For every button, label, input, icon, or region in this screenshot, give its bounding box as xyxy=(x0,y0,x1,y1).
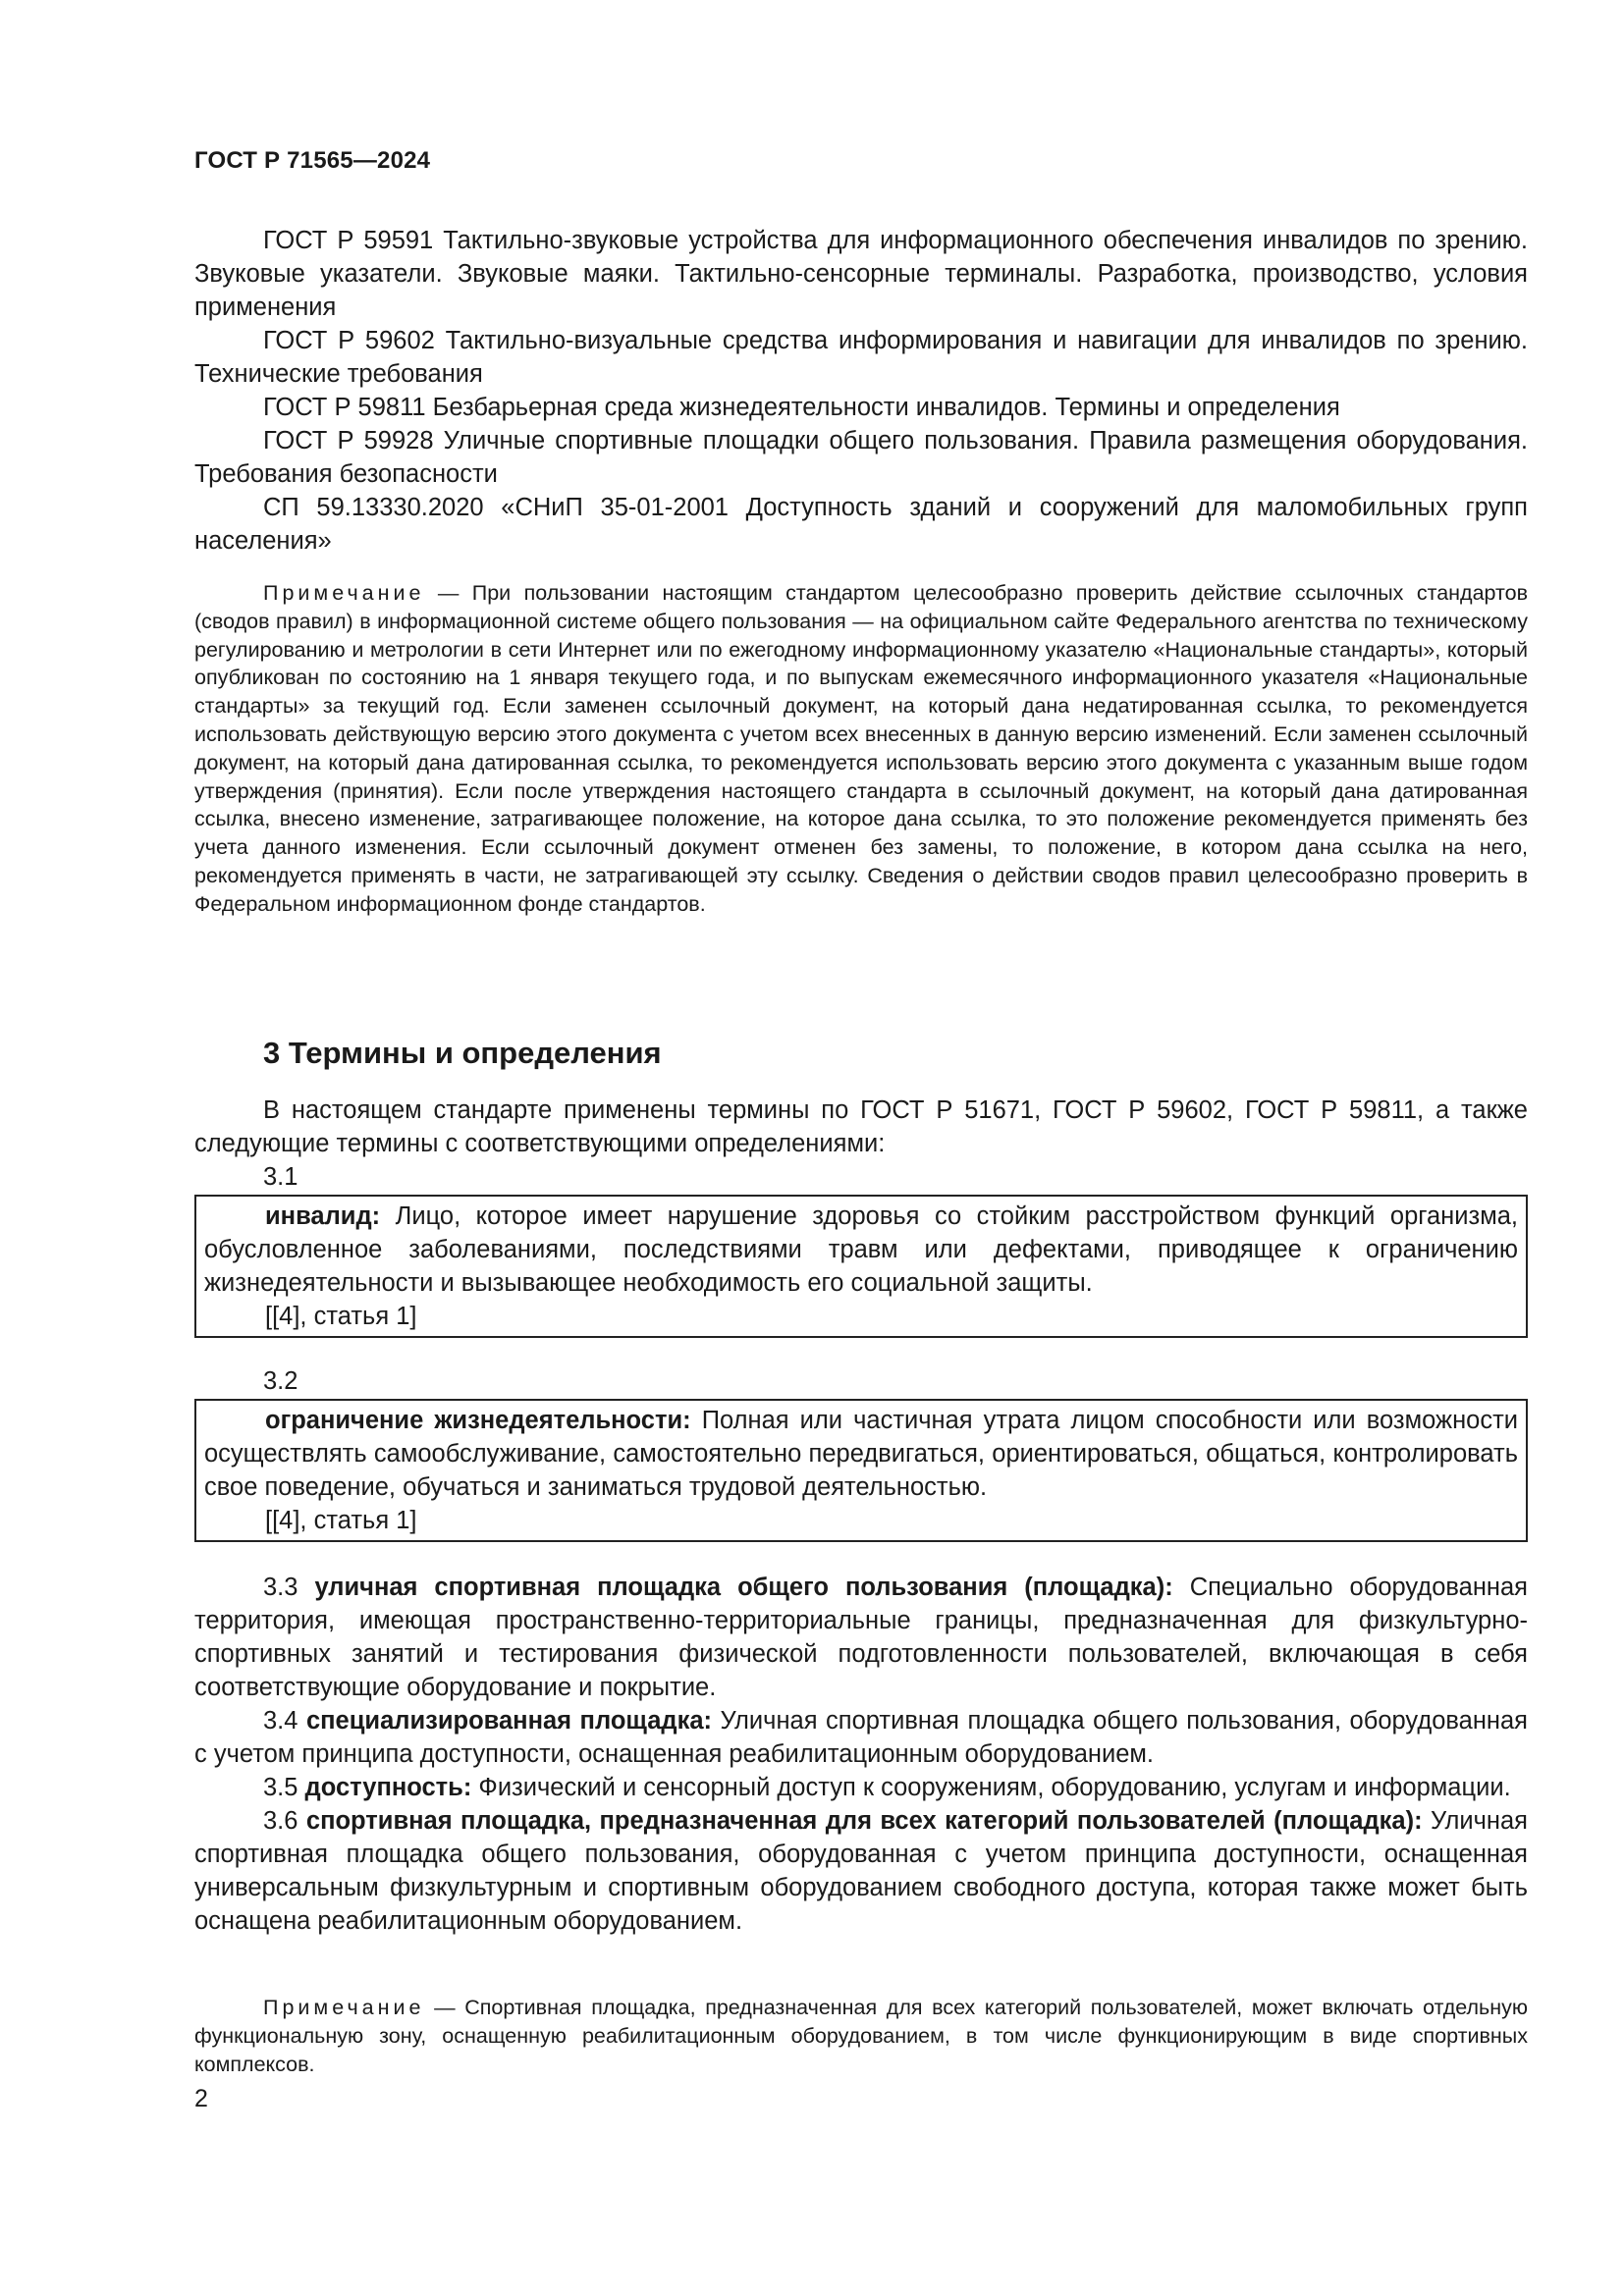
term-entry xyxy=(194,1771,1528,1804)
term-box xyxy=(194,1399,1528,1542)
term-name: инвалид: xyxy=(265,1202,381,1230)
term-number: 3.1 xyxy=(263,1163,298,1191)
note-text: — При пользовании настоящим стандартом целесообразно проверить действие ссылочных стандартов (сводов правил) в информационной системе общего пользования — на официальном сайте Федерального агентства по техническому регулированию и метрологии в сети Интернет или по ежегодному информационному указателю «Национальные стандарты», который опубликован по состоянию на 1 января текущего года, и по выпускам ежемесячного информационного указателя «Национальные стандарты» за текущий год. Если заменен ссылочный документ, на который дана недатированная ссылка, то рекомендуется использовать действующую версию этого документа с учетом всех внесенных в данную версию изменений. Если заменен ссылочный документ, на который дана датированная ссылка, то рекомендуется использовать версию этого документа с указанным выше годом утверждения (принятия). Если после утверждения настоящего стандарта в ссылочный документ, на который дана датированная ссылка, внесено изменение, затрагивающее положение, на которое дана ссылка, то это положение рекомендуется применять без учета данного изменения. Если ссылочный документ отменен без замены, то положение, в котором дана ссылка на него, рекомендуется применять в части, не затрагивающей эту ссылку. Сведения о действии сводов правил целесообразно проверить в Федеральном информационном фонде стандартов. xyxy=(194,581,1528,916)
reference-item: ГОСТ Р 59602 Тактильно-визуальные средства информирования и навигации для инвалидов по зрению. Технические требования xyxy=(194,327,1528,388)
references-note xyxy=(194,579,1528,919)
term-definition: Физический и сенсорный доступ к сооружениям, оборудованию, услугам и информации. xyxy=(471,1774,1511,1801)
note-label: Примечание xyxy=(263,1996,425,2019)
term-name: специализированная площадка: xyxy=(305,1707,713,1735)
term-entry xyxy=(194,1804,1528,1938)
intro-paragraph: В настоящем стандарте применены термины по ГОСТ Р 51671, ГОСТ Р 59602, ГОСТ Р 59811, а также следующие термины с соответствующими определениями: xyxy=(194,1096,1528,1157)
section-intro xyxy=(194,1094,1528,1160)
reference-item: СП 59.13330.2020 «СНиП 35-01-2001 Доступность зданий и сооружений для маломобильных групп населения» xyxy=(194,494,1528,555)
normative-references xyxy=(194,224,1528,558)
section-heading: 3 Термины и определения xyxy=(263,1036,662,1070)
note-text: — Спортивная площадка, предназначенная для всех категорий пользователей, может включать отдельную функциональную зону, оснащенную реабилитационным оборудованием, в том числе функционирующим в виде спортивных комплексов. xyxy=(194,1996,1528,2076)
reference-item: ГОСТ Р 59811 Безбарьерная среда жизнедеятельности инвалидов. Термины и определения xyxy=(263,394,1340,421)
term-name: спортивная площадка, предназначенная для всех категорий пользователей (площадка): xyxy=(305,1807,1423,1835)
term-definition: Специально оборудованная территория, имеющая пространственно-территориальные границы, предназначенная для физкультурно-спортивных занятий и тестирования физической подготовленности пользователей, включающая в себя соответствующие оборудование и покрытие. xyxy=(194,1574,1528,1701)
term-number: 3.3 xyxy=(263,1574,315,1601)
note-label: Примечание xyxy=(263,581,425,605)
terms-list xyxy=(194,1571,1528,1938)
term-number: 3.6 xyxy=(263,1807,306,1835)
term-definition: Лицо, которое имеет нарушение здоровья со стойким расстройством функций организма, обусловленное заболеваниями, последствиями травм или дефектами, приводящее к ограничению жизнедеятельности и вызывающее необходимость его социальной защиты. xyxy=(204,1202,1518,1297)
term-name: ограничение жизнедеятельности: xyxy=(265,1407,691,1434)
term-entry xyxy=(194,1571,1528,1704)
term-number: 3.4 xyxy=(263,1707,306,1735)
term-definition: Уличная спортивная площадка общего пользования, оборудованная с учетом принципа доступности, оснащенная реабилитационным оборудованием. xyxy=(194,1707,1528,1768)
term-source: [[4], статья 1] xyxy=(265,1303,417,1330)
term-number: 3.5 xyxy=(263,1774,305,1801)
document-header: ГОСТ Р 71565—2024 xyxy=(194,147,431,174)
term-name: доступность: xyxy=(304,1774,472,1801)
term-source: [[4], статья 1] xyxy=(265,1507,417,1534)
reference-item: ГОСТ Р 59591 Тактильно-звуковые устройства для информационного обеспечения инвалидов по зрению. Звуковые указатели. Звуковые маяки. Тактильно-сенсорные терминалы. Разработка, производство, условия применения xyxy=(194,227,1528,321)
term-definition: Уличная спортивная площадка общего пользования, оборудованная с учетом принципа доступности, оснащенная универсальным физкультурным и спортивным оборудованием свободного доступа, которая также может быть оснащена реабилитационным оборудованием. xyxy=(194,1807,1528,1935)
term-name: уличная спортивная площадка общего пользования (площадка): xyxy=(314,1574,1173,1601)
term-box xyxy=(194,1195,1528,1338)
page-number: 2 xyxy=(194,2085,208,2112)
reference-item: ГОСТ Р 59928 Уличные спортивные площадки общего пользования. Правила размещения оборудования. Требования безопасности xyxy=(194,427,1528,488)
term-number: 3.2 xyxy=(263,1367,298,1395)
term-definition: Полная или частичная утрата лицом способности или возможности осуществлять самообслуживание, самостоятельно передвигаться, ориентироваться, общаться, контролировать свое поведение, обучаться и заниматься трудовой деятельностью. xyxy=(204,1407,1519,1501)
terms-note xyxy=(194,1994,1528,2078)
term-entry xyxy=(194,1704,1528,1771)
